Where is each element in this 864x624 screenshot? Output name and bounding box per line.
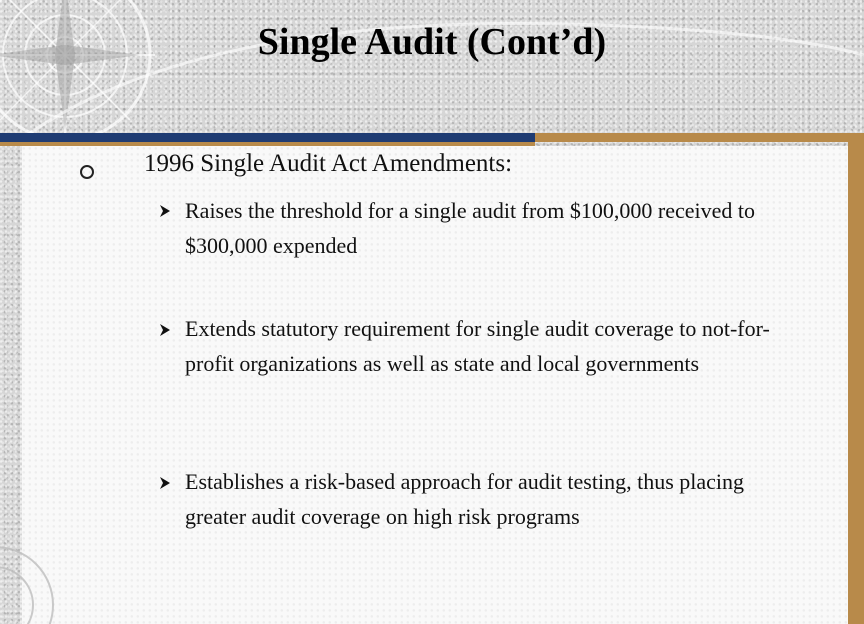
- sub-bullet-text: Extends statutory requirement for single audit coverage to not-for-profit organizations as well as state and local governments: [185, 316, 770, 376]
- navy-divider-bar: [0, 133, 535, 142]
- sub-bullet-text: Raises the threshold for a single audit from $100,000 received to $300,000 expended: [185, 198, 756, 258]
- sub-bullet-text: Establishes a risk-based approach for audit testing, thus placing greater audit coverage on high risk programs: [185, 469, 745, 529]
- arrowhead-icon: [160, 205, 170, 217]
- arrowhead-icon: [160, 477, 170, 489]
- compass-fragment-icon: [0, 540, 60, 624]
- tan-divider-bar: [535, 133, 864, 142]
- arrowhead-icon: [160, 324, 170, 336]
- tan-vertical-bar: [848, 133, 864, 624]
- main-bullet-text: 1996 Single Audit Act Amendments:: [144, 150, 513, 177]
- hollow-circle-icon: [80, 165, 94, 179]
- slide-title: Single Audit (Cont’d): [257, 21, 607, 63]
